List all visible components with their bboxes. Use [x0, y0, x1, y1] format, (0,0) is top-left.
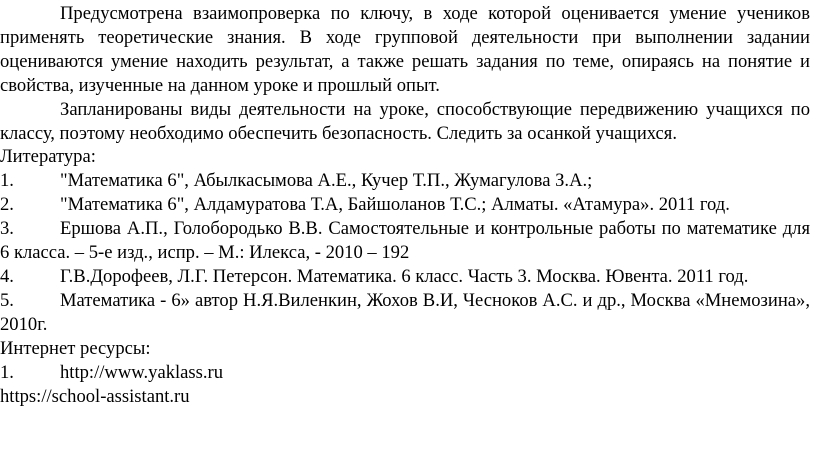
literature-item-text: "Математика 6", Абылкасымова А.Е., Кучер Т.П., Жумагулова З.А.;: [60, 170, 593, 192]
paragraph-assessment: Предусмотрена взаимопроверка по ключу, в ходе которой оценивается умение учеников применять теоретические знания. В ходе групповой деятельности при выполнении задании оцениваются умение находить результат, а также решать задания по теме, опираясь на понятие и свойства, изученные на данном уроке и прошлый опыт.: [0, 3, 810, 96]
literature-item-text: Г.В.Дорофеев, Л.Г. Петерсон. Математика. 6 класс. Часть 3. Москва. Ювента. 2011 год.: [60, 265, 749, 287]
literature-item-number: 2.: [0, 194, 14, 216]
internet-resource-item: [0, 361, 810, 385]
paragraph-safety: Запланированы виды деятельности на уроке, способствующие передвижению учащихся по классу, поэтому необходимо обеспечить безопасность. Следить за осанкой учащихся.: [0, 98, 810, 144]
internet-resource-link[interactable]: http://www.yaklass.ru: [60, 361, 224, 383]
literature-item-text: Ершова А.П., Голобородько В.В. Самостоятельные и контрольные работы по математике для 6 класса. – 5-е изд., испр. – М.: Илекса, - 2010 – 192: [0, 218, 810, 264]
literature-item-text: "Математика 6", Алдамуратова Т.А, Байшоланов Т.С.; Алматы. «Атамура». 2011 год.: [60, 194, 730, 216]
literature-item-number: 4.: [0, 265, 14, 287]
literature-item: [0, 265, 810, 289]
literature-item-number: 3.: [0, 218, 14, 240]
literature-item: [0, 217, 810, 265]
literature-heading: Литература:: [0, 146, 96, 168]
literature-item: [0, 169, 810, 193]
literature-item-number: 5.: [0, 289, 14, 311]
internet-resource-number: 1.: [0, 361, 14, 383]
internet-resources-heading: Интернет ресурсы:: [0, 337, 151, 359]
literature-item: [0, 193, 810, 217]
literature-item-text: Математика - 6» автор Н.Я.Виленкин, Жохов В.И, Чесноков А.С. и др., Москва «Мнемозина», 2010г.: [0, 289, 810, 335]
literature-item: [0, 289, 810, 337]
internet-resource-link[interactable]: https://school-assistant.ru: [0, 385, 190, 407]
literature-item-number: 1.: [0, 170, 14, 192]
